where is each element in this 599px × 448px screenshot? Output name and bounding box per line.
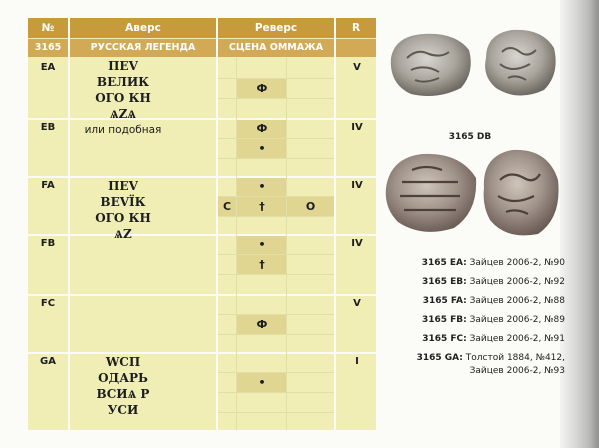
reference-code: 3165 EB: xyxy=(421,277,467,287)
reverse-symbol: О xyxy=(305,200,316,213)
header-rarity: R xyxy=(351,22,361,34)
legend-line: ВСИѦ Р xyxy=(96,387,150,401)
legend-line: WСП xyxy=(105,355,141,369)
reverse-symbol: • xyxy=(258,180,266,193)
reference-text: Зайцев 2006-2, №88 xyxy=(469,296,565,306)
row-code: GA xyxy=(40,356,56,367)
legend-line: ВЕЛИК xyxy=(96,75,150,89)
header-number: № xyxy=(41,22,55,34)
averse-legend xyxy=(70,354,176,418)
reference-item xyxy=(370,353,565,363)
legend-line: ПЕV xyxy=(108,179,138,193)
page-edge-shadow xyxy=(560,0,599,448)
averse-legend xyxy=(70,58,176,138)
legend-line: ОГО КН xyxy=(95,91,151,105)
reference-item xyxy=(370,315,565,325)
reference-code: 3165 EA: xyxy=(421,258,467,268)
row-rarity: V xyxy=(353,62,361,73)
row-code: EA xyxy=(40,62,56,73)
reverse-symbol: † xyxy=(259,258,265,271)
legend-line: ѦZѦ xyxy=(109,107,137,121)
row-code: FA xyxy=(41,180,55,191)
row-code: FC xyxy=(40,298,56,309)
row-rarity: V xyxy=(353,298,361,309)
legend-line: ОГО КН xyxy=(95,211,151,225)
subheader-reverse: СЦЕНА ОММАЖА xyxy=(228,42,324,53)
reverse-symbol: Ф xyxy=(256,318,268,331)
coin-image xyxy=(478,24,560,100)
row-code: EB xyxy=(40,122,56,133)
reference-text: Зайцев 2006-2, №92 xyxy=(469,277,565,287)
legend-line: ѦZ xyxy=(114,227,132,241)
legend-line: УСИ xyxy=(107,403,139,417)
row-rarity: IV xyxy=(351,180,363,191)
subheader-averse: РУССКАЯ ЛЕГЕНДА xyxy=(90,42,196,53)
subheader-number: 3165 xyxy=(34,42,62,53)
reverse-symbol: • xyxy=(258,376,266,389)
averse-legend xyxy=(70,178,176,242)
reference-item xyxy=(370,277,565,287)
row-rarity: I xyxy=(355,356,359,367)
reference-text: Зайцев 2006-2, №91 xyxy=(469,334,565,344)
table-header xyxy=(28,18,376,38)
reference-code: 3165 GA: xyxy=(416,353,463,363)
reverse-symbol: • xyxy=(258,142,266,155)
table-subheader xyxy=(28,39,376,57)
coin-caption: 3165 DB xyxy=(448,132,492,142)
coin-image xyxy=(385,28,475,100)
legend-line: ВЕVЇК xyxy=(100,195,146,209)
coin-image xyxy=(382,148,480,236)
reference-text: Толстой 1884, №412, xyxy=(465,353,565,363)
reverse-symbol: С xyxy=(222,200,232,213)
catalog-table xyxy=(28,18,376,430)
coin-image xyxy=(478,144,562,240)
reference-code: 3165 FC: xyxy=(422,334,467,344)
reference-code: 3165 FB: xyxy=(421,315,467,325)
reference-item xyxy=(370,334,565,344)
grid-line xyxy=(216,18,218,430)
reverse-symbol: • xyxy=(258,238,266,251)
row-rarity: IV xyxy=(351,238,363,249)
row-code: FB xyxy=(40,238,56,249)
reference-text: Зайцев 2006-2, №90 xyxy=(469,258,565,268)
reverse-symbol: Ф xyxy=(256,82,268,95)
header-averse: Аверс xyxy=(125,22,161,34)
legend-line: ОДАРЬ xyxy=(98,371,148,385)
grid-line xyxy=(28,294,376,296)
reverse-symbol: Ф xyxy=(256,122,268,135)
grid-line xyxy=(334,18,336,430)
grid-line xyxy=(218,412,334,413)
reference-item xyxy=(370,296,565,306)
header-reverse: Реверс xyxy=(254,22,298,34)
legend-line: ПЕV xyxy=(108,59,138,73)
reference-code: 3165 FA: xyxy=(422,296,467,306)
reference-item xyxy=(370,366,565,376)
reference-item xyxy=(370,258,565,268)
reference-text: Зайцев 2006-2, №93 xyxy=(469,366,565,376)
legend-note: или подобная xyxy=(84,124,162,136)
reference-text: Зайцев 2006-2, №89 xyxy=(469,315,565,325)
reverse-symbol: † xyxy=(259,200,265,213)
row-rarity: IV xyxy=(351,122,363,133)
